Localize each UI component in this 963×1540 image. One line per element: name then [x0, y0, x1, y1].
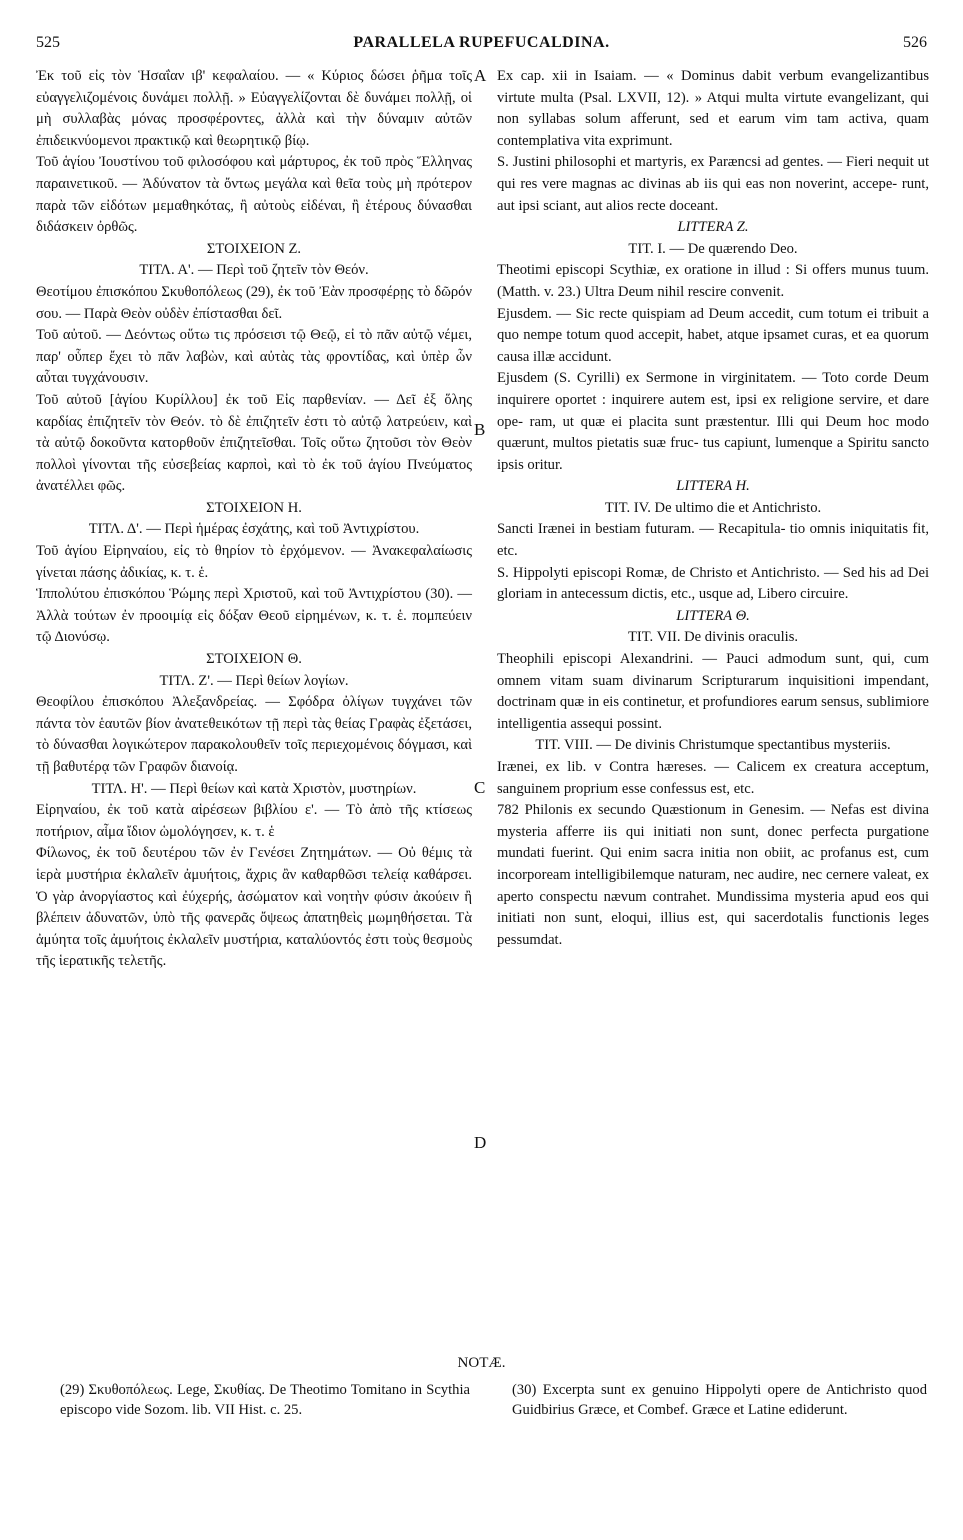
footnote-30: (30) Excerpta sunt ex genuino Hippolyti opere de Antichristo quod Guidbirius Græce, et Combef. Græce et Latine ediderunt.: [512, 1382, 927, 1418]
section-heading: ΣΤΟΙΧΕΙΟΝ Ζ.: [206, 240, 302, 257]
title-heading: TIT. IV. De ultimo die et Antichristo.: [604, 499, 822, 516]
title-heading: TIT. I. — De quærendo Deo.: [628, 240, 798, 257]
title-heading: ΤΙΤΛ. Η'. — Περὶ θείων καὶ κατὰ Χριστὸν, μυστηρίων.: [91, 780, 417, 797]
paragraph: Τοῦ αὐτοῦ [ἁγίου Κυρίλλου] ἐκ τοῦ Εἰς παρθενίαν. — Δεῖ ἐξ ὅλης καρδίας ἐπιζητεῖν τὸν Θεόν. τὸ δὲ ἐπιζητεῖν ἐστι τὸ αὐτῷ λατρεύειν, καὶ τὰ αὐτῷ δοκοῦντα κατορθοῦν ἐπιζητεῖσθαι. Τοῖς οὕτω ζητοῦσι τὸν Θεὸν πολλοὶ γίνονται τῆς εὐσεβείας καρποὶ, καὶ τὸ ἐκ τοῦ ἁγίου Πνεύματος ἀνατέλλει φῶς.: [36, 391, 472, 495]
paragraph: Theotimi episcopi Scythiæ, ex oratione in illud : Si offers munus tuum. (Matth. v. 23.) Ultra Deum nihil rescire convenit.: [497, 262, 929, 300]
margin-mark: A: [474, 66, 487, 85]
paragraph: Ἐκ τοῦ εἰς τὸν Ἡσαΐαν ιβ' κεφαλαίου. — « Κύριος δώσει ῥῆμα τοῖς εὐαγγελιζομένοις δυνάμει πολλῇ. » Εὐαγγελίζονται δὲ δυνάμει πολλῇ, οἱ μὴ συλλαβὰς μόνας προσφέροντες, ἀλλὰ καὶ τὴν δύναμιν αὐτῶν ἐπιδεικνύομενοι πρακτικῷ καὶ θεωρητικῷ βίῳ.: [36, 68, 472, 149]
running-title: PARALLELA RUPEFUCALDINA.: [353, 34, 610, 51]
running-header: [36, 34, 927, 56]
notes-heading: NOTÆ.: [457, 1355, 506, 1371]
section-heading: ΣΤΟΙΧΕΙΟΝ Η.: [206, 499, 302, 516]
paragraph: Sancti Irænei in bestiam futuram. — Recapitula- tio omnis iniquitatis fit, etc.: [497, 521, 929, 560]
section-heading: LITTERA Z.: [677, 219, 749, 236]
title-heading: TIT. VIII. — De divinis Christumque spectantibus mysteriis.: [535, 737, 891, 754]
paragraph: Εἰρηναίου, ἐκ τοῦ κατὰ αἱρέσεων βιβλίου ε'. — Τὸ ἀπὸ τῆς κτίσεως ποτήριον, αἷμα ἴδιον ὡμολόγησεν, κ. τ. ἑ: [36, 802, 472, 840]
paragraph: Τοῦ ἁγίου Ἰουστίνου τοῦ φιλοσόφου καὶ μάρτυρος, ἐκ τοῦ πρὸς Ἕλληνας παραινετικοῦ. — Ἀδύνατον τὰ ὄντως μεγάλα καὶ θεῖα τοὺς μὴ πρότερον παρὰ τῶν εἰδότων μεμαθηκότας, ἢ αὐτοὺς εἰδέναι, ἢ ἑτέρους δύνασθαι διδάσκειν ὀρθῶς.: [36, 154, 472, 236]
paragraph: Irænei, ex lib. v Contra hæreses. — Calicem ex creatura acceptum, sanguinem proprium esse confessus est, etc.: [497, 759, 929, 797]
paragraph: Τοῦ αὐτοῦ. — Δεόντως οὕτω τις πρόσεισι τῷ Θεῷ, εἰ τὸ πᾶν αὐτῷ νέμει, παρ' οὗπερ ἔχει τὸ πᾶν λαβὼν, καὶ αὐτὰς τὰς φροντίδας, καὶ ὑπὲρ ὧν αὗται τυγχάνουσιν.: [36, 327, 472, 387]
section-heading: LITTERA Θ.: [676, 607, 750, 624]
margin-mark: C: [474, 778, 486, 797]
latin-column: [497, 66, 929, 951]
greek-column: [36, 66, 472, 973]
section-heading: LITTERA H.: [676, 478, 750, 495]
footnote-29: (29) Σκυθοπόλεως. Lege, Σκυθίας. De Theotimo Tomitano in Scythia episcopo vide Sozom. lib. VII Hist. c. 25.: [60, 1382, 470, 1418]
section-heading: ΣΤΟΙΧΕΙΟΝ Θ.: [206, 651, 302, 668]
title-heading: ΤΙΤΛ. Α'. — Περὶ τοῦ ζητεῖν τὸν Θεόν.: [139, 262, 369, 279]
paragraph: Θεοτίμου ἐπισκόπου Σκυθοπόλεως (29), ἐκ τοῦ Ἐὰν προσφέρῃς τὸ δῶρόν σου. — Παρὰ Θεὸν οὐδὲν ἐπίστασθαι δεῖ.: [36, 283, 472, 322]
paragraph: S. Hippolyti episcopi Romæ, de Christo et Antichristo. — Sed his ad Dei gloriam in antecessum dictis, etc., usque ad, Libero circuire.: [497, 564, 929, 603]
paragraph: Ejusdem (S. Cyrilli) ex Sermone in virginitatem. — Toto corde Deum inquirere oportet : inquirere autem est, ipsi ex religione servire, et dare ope- ram, ut quæ ei placita sunt præstentur. Illi qui Deum hoc modo quærunt, multos pietatis suæ fruc- tus capiunt, lumenque a Spiritu sancto ipsis oritur.: [497, 370, 929, 473]
paragraph: Theophili episcopi Alexandrini. — Pauci admodum sunt, qui, cum omnem vitam suam divinarum Scripturarum inquisitioni impendant, doctrinam quæ in eis continetur, et profundiores earum sensus, sublimiore intelligentia assequi possint.: [497, 651, 929, 732]
paragraph: Θεοφίλου ἐπισκόπου Ἀλεξανδρείας. — Σφόδρα ὀλίγων τυγχάνει τῶν πάντα τὸν ἑαυτῶν βίον ἀνατεθεικότων τῇ περὶ τὰς θείας Γραφὰς ἐξετάσει, τὸ δύνασθαι λογικώτερον παρακολουθεῖν τοῖς περιεχομένοις δόγμασι, καὶ τῇ βαθυτέρᾳ τῶν Γραφῶν διανοίᾳ.: [36, 694, 472, 775]
page-number-right: 526: [903, 34, 927, 51]
margin-mark: B: [474, 420, 486, 439]
title-heading: ΤΙΤΛ. Ζ'. — Περὶ θείων λογίων.: [159, 672, 349, 689]
title-heading: ΤΙΤΛ. Δ'. — Περὶ ἡμέρας ἐσχάτης, καὶ τοῦ Ἀντιχρίστου.: [88, 521, 420, 538]
page-number-left: 525: [36, 34, 60, 51]
margin-mark: D: [474, 1133, 487, 1152]
paragraph: Ex cap. xii in Isaiam. — « Dominus dabit verbum evangelizantibus virtute multa (Psal. LXVII, 12). » Atqui multa virtute evangelizant, qui non syllabas solum afferunt, sed et earum vim tam activa, quam contemplativa vita exprimunt.: [497, 68, 929, 149]
paragraph: Τοῦ ἁγίου Εἰρηναίου, εἰς τὸ θηρίον τὸ ἐρχόμενον. — Ἀνακεφαλαίωσις γίνεται πάσης ἀδικίας, κ. τ. ἑ.: [36, 543, 472, 581]
paragraph: Φίλωνος, ἐκ τοῦ δευτέρου τῶν ἐν Γενέσει Ζητημάτων. — Οὐ θέμις τὰ ἱερὰ μυστήρια ἐκλαλεῖν ἀμυήτοις, ἄχρις ἂν καθαρθῶσι τελείᾳ καθάρσει. Ὁ γὰρ ἀνοργίαστος καὶ ἐύχερής, ἀσώματον καὶ νοητὴν φύσιν ἀκούειν ἢ βλέπειν ἀδυνατῶν, ὑπὸ τῆς φανερᾶς ὄψεως ἀπατηθεὶς μωμηθήσεται. Τὰ ἀμύητα τοῖς ἀμυήτοις ἐκλαλεῖν μυστήρια, καταλύοντός ἐστι τοὺς θεσμοὺς τῆς ἱερατικῆς τελετῆς.: [36, 845, 472, 970]
paragraph: S. Justini philosophi et martyris, ex Paræncsi ad gentes. — Fieri nequit ut qui res vere magnas ac divinas ab iis qui eas non noverint, accepe- runt, aut ipsi sciant, aut alios recte doceant.: [497, 154, 929, 214]
paragraph: Ejusdem. — Sic recte quispiam ad Deum accedit, cum totum ei tribuit a quo nempe totum quod accepit, habet, atque ipsamet curas, et ea quorum causa illæ accidunt.: [497, 305, 929, 365]
title-heading: TIT. VII. De divinis oraculis.: [627, 629, 799, 646]
paragraph: Ἱππολύτου ἐπισκόπου Ῥώμης περὶ Χριστοῦ, καὶ τοῦ Ἀντιχρίστου (30). — Ἀλλὰ τούτων ἐν προοιμίᾳ εἰς δόξαν Θεοῦ εἰρημένων, κ. τ. ἑ. πομπεύειν τῷ Διονύσῳ.: [36, 586, 472, 646]
paragraph: 782 Philonis ex secundo Quæstionum in Genesim. — Nefas est divina mysteria afferre iis qui initiati non sunt, donec perfecta purgatione mundati fuerint. Qui enim sacra initia non obiit, ac profanus est, cum incorpoream intelligibilemque naturam, nec audire, nec cernere valeat, ex aperto conspectu nævum contrahet. Mundissima mysteria apud eos qui initiati non sunt, eloqui, illius est, qui sacerdotalis functionis leges pessumdat.: [497, 802, 929, 948]
